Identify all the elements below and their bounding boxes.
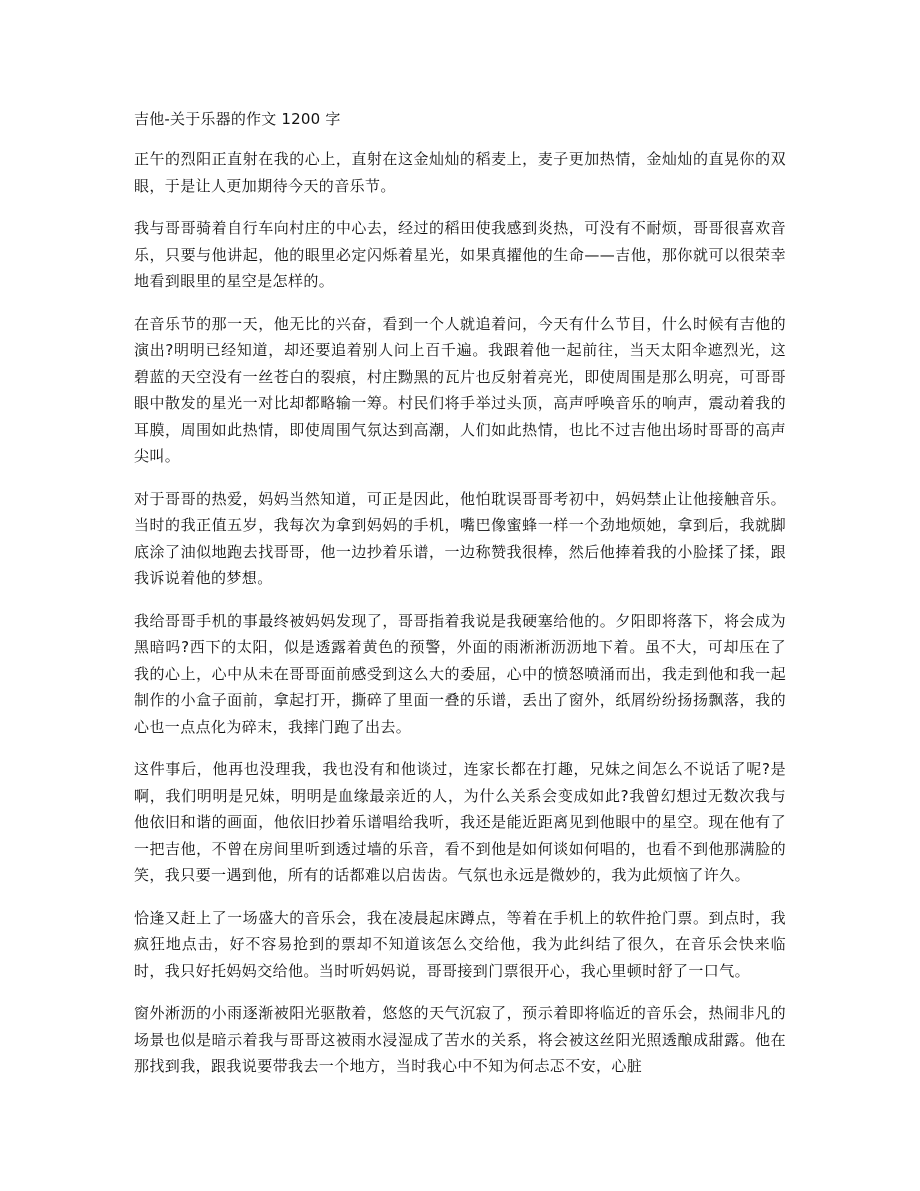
paragraph: 正午的烈阳正直射在我的心上，直射在这金灿灿的稻麦上，麦子更加热情，金灿灿的直晃你的双眼，于是让人更加期待今天的音乐节。 [134,150,786,195]
paragraph: 我给哥哥手机的事最终被妈妈发现了，哥哥指着我说是我硬塞给他的。夕阳即将落下，将会成为黑暗吗?西下的太阳，似是透露着黄色的预警，外面的雨淅淅沥沥地下着。虽不大，可却压在了我的心上，心中从未在哥哥面前感受到这么大的委屈，心中的愤怒喷涌而出，我走到他和我一起制作的小盒子面前，拿起打开，撕碎了里面一叠的乐谱，丢出了窗外，纸屑纷纷扬扬飘落，我的心也一点点化为碎末，我摔门跑了出去。 [134,611,786,736]
paragraph: 这件事后，他再也没理我，我也没有和他谈过，连家长都在打趣，兄妹之间怎么不说话了呢?是啊，我们明明是兄妹，明明是血缘最亲近的人，为什么关系会变成如此?我曾幻想过无数次我与他依旧和谐的画面，他依旧抄着乐谱唱给我听，我还是能近距离见到他眼中的星空。现在他有了一把吉他，不曾在房间里听到透过墙的乐音，看不到他是如何谈如何唱的，也看不到他那满脸的笑，我只要一遇到他，所有的话都难以启齿齿。气氛也永远是微妙的，我为此烦恼了许久。 [134,760,786,884]
document-title: 吉他-关于乐器的作文 1200 字 [134,110,341,128]
paragraph: 我与哥哥骑着自行车向村庄的中心去，经过的稻田使我感到炎热，可没有不耐烦，哥哥很喜欢音乐，只要与他讲起，他的眼里必定闪烁着星光，如果真擢他的生命——吉他，那你就可以很荣幸地看到眼里的星空是怎样的。 [134,219,786,290]
paragraph: 对于哥哥的热爱，妈妈当然知道，可正是因此，他怕耽误哥哥考初中，妈妈禁止让他接触音乐。当时的我正值五岁，我每次为拿到妈妈的手机，嘴巴像蜜蜂一样一个劲地烦她，拿到后，我就脚底涂了油似地跑去找哥哥，他一边抄着乐谱，一边称赞我很棒，然后他捧着我的小脸揉了揉，跟我诉说着他的梦想。 [134,489,786,587]
document-page [134,108,786,1096]
paragraph: 恰逢又赶上了一场盛大的音乐会，我在凌晨起床蹲点，等着在手机上的软件抢门票。到点时，我疯狂地点击，好不容易抢到的票却不知道该怎么交给他，我为此纠结了很久，在音乐会快来临时，我只好托妈妈交给他。当时听妈妈说，哥哥接到门票很开心，我心里顿时舒了一口气。 [134,908,786,980]
paragraph: 窗外淅沥的小雨逐渐被阳光驱散着，悠悠的天气沉寂了，预示着即将临近的音乐会，热闹非凡的场景也似是暗示着我与哥哥这被雨水浸湿成了苦水的关系，将会被这丝阳光照透酿成甜露。他在那找到我，跟我说要带我去一个地方，当时我心中不知为何忐忑不安，心脏 [134,1004,786,1075]
paragraph: 在音乐节的那一天，他无比的兴奋，看到一个人就追着问，今天有什么节目，什么时候有吉他的演出?明明已经知道，却还要追着别人问上百千遍。我跟着他一起前往，当天太阳伞遮烈光，这碧蓝的天空没有一丝苍白的裂痕，村庄黝黑的瓦片也反射着亮光，即使周围是那么明亮，可哥哥眼中散发的星光一对比却都略输一筹。村民们将手举过头顶，高声呼唤音乐的响声，震动着我的耳膜，周围如此热情，即使周围气氛达到高潮，人们如此热情，也比不过吉他出场时哥哥的高声尖叫。 [134,314,786,465]
